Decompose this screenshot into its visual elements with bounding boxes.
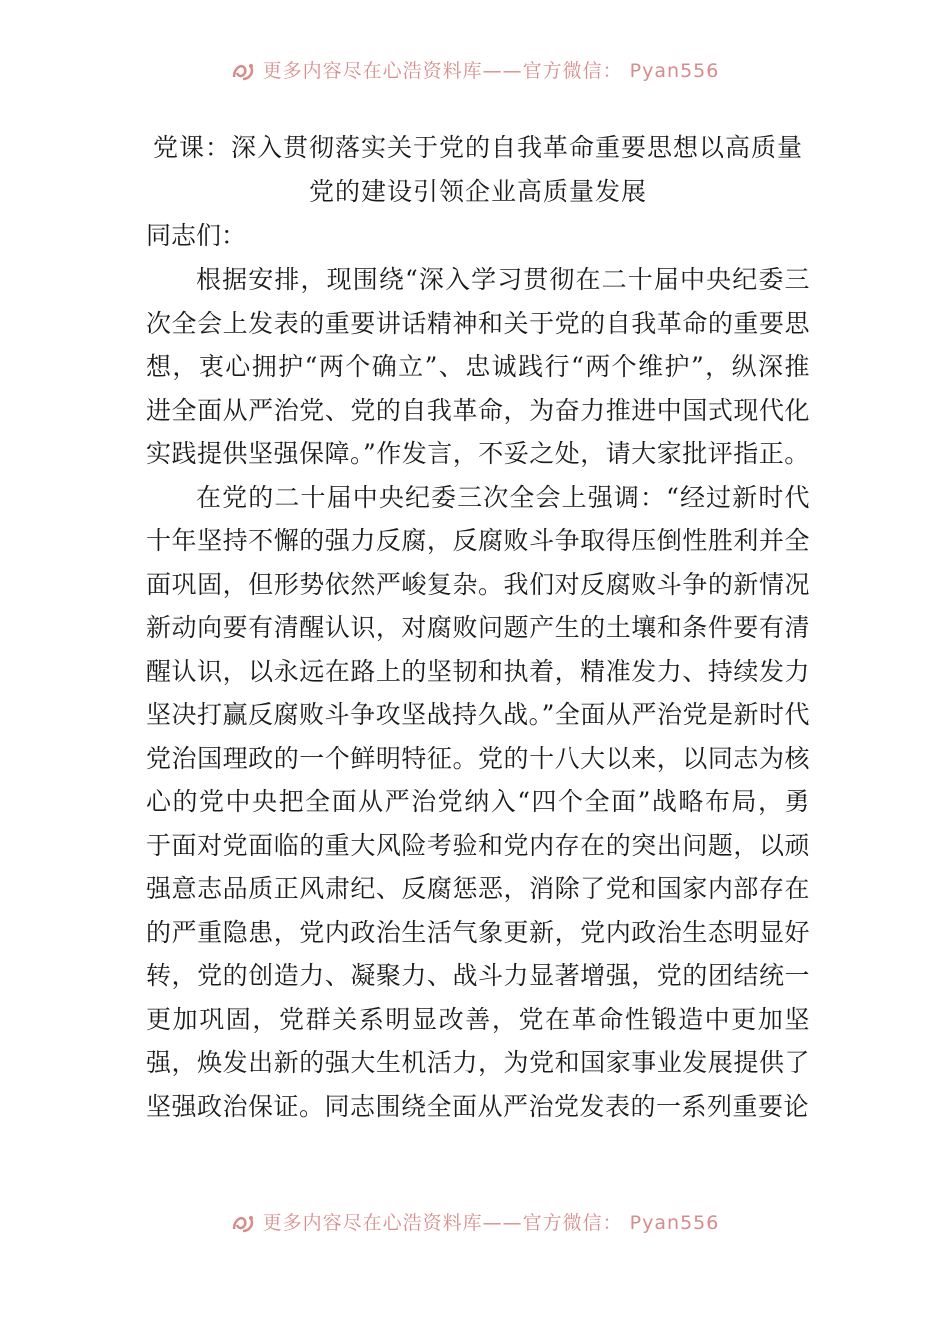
logo-icon (231, 1213, 257, 1235)
watermark-text: 更多内容尽在心浩资料库——官方微信： Pyan556 (262, 60, 720, 82)
document-title (146, 126, 810, 214)
title-line-2: 党的建设引领企业高质量发展 (308, 177, 647, 206)
document-page (146, 126, 810, 1128)
logo-icon (231, 61, 257, 83)
paragraph-2: 在党的二十届中央纪委三次全会上强调：“经过新时代十年坚持不懈的强力反腐，反腐败斗争取得压倒性胜利并全面巩固，但形势依然严峻复杂。我们对反腐败斗争的新情况新动向要有清醒认识，对腐败问题产生的土壤和条件要有清醒认识，以永远在路上的坚韧和执着，精准发力、持续发力坚决打赢反腐败斗争攻坚战持久战。”全面从严治党是新时代党治国理政的一个鲜明特征。党的十八大以来，以同志为核心的党中央把全面从严治党纳入“四个全面”战略布局，勇于面对党面临的重大风险考验和党内存在的突出问题，以顽强意志品质正风肃纪、反腐惩恶，消除了党和国家内部存在的严重隐患，党内政治生活气象更新，党内政治生态明显好转，党的创造力、凝聚力、战斗力显著增强，党的团结统一更加巩固，党群关系明显改善，党在革命性锻造中更加坚强，焕发出新的强大生机活力，为党和国家事业发展提供了坚强政治保证。同志围绕全面从严治党发表的一系列重要论 (146, 482, 810, 1121)
watermark-text: 更多内容尽在心浩资料库——官方微信： Pyan556 (262, 1212, 720, 1234)
watermark-footer (0, 1208, 950, 1235)
title-line-1: 党课：深入贯彻落实关于党的自我革命重要思想以高质量 (152, 133, 803, 162)
salutation: 同志们： (146, 221, 247, 250)
paragraph-1: 根据安排，现围绕“深入学习贯彻在二十届中央纪委三次全会上发表的重要讲话精神和关于党的自我革命的重要思想，衷心拥护“两个确立”、忠诚践行“两个维护”，纵深推进全面从严治党、党的自我革命，为奋力推进中国式现代化实践提供坚强保障。”作发言，不妥之处，请大家批评指正。 (146, 265, 810, 468)
watermark-header (0, 56, 950, 83)
